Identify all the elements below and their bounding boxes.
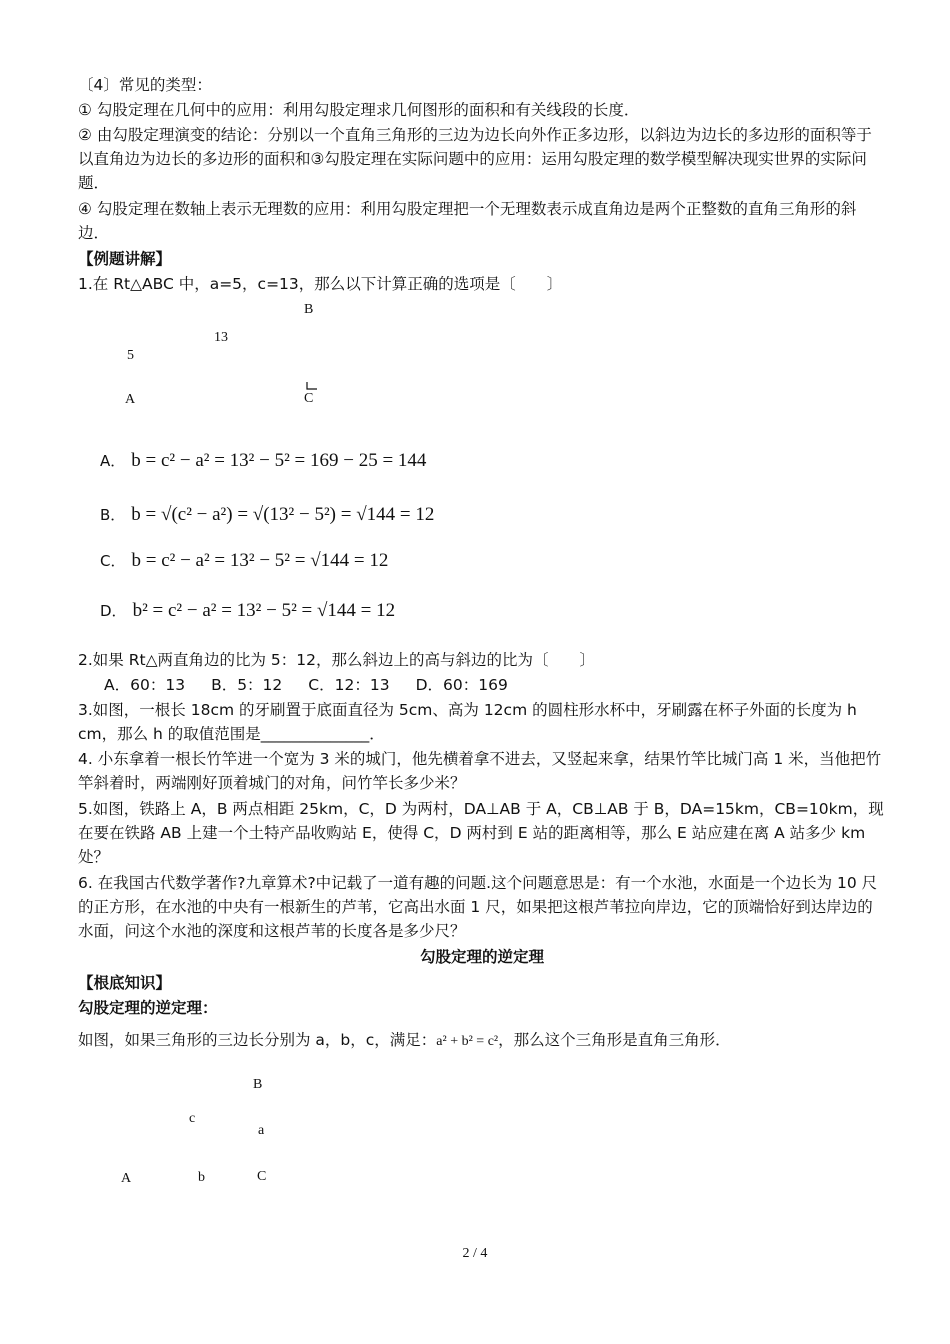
option-a-label: A．: [100, 452, 126, 470]
question-1: 1.在 Rt△ABC 中，a=5，c=13，那么以下计算正确的选项是〔 〕: [78, 275, 563, 293]
option-c-label: C．: [100, 552, 126, 570]
option-b: [100, 504, 434, 526]
option-b-label: B．: [100, 506, 126, 524]
fig2-label-side-c: c: [189, 1111, 196, 1126]
option-c-math: b = c² − a² = 13² − 5² = √144 = 12: [131, 550, 389, 571]
type-item-4: ④ 勾股定理在数轴上表示无理数的应用：利用勾股定理把一个无理数表示成直角边是两个正整数的直角三角形的斜边．: [78, 200, 857, 242]
basics-heading: 【根底知识】: [78, 974, 172, 992]
statement-suffix: ，那么这个三角形是直角三角形．: [498, 1031, 731, 1049]
type-item-2-3: ② 由勾股定理演变的结论：分别以一个直角三角形的三边为边长向外作正多边形，以斜边为边长的多边形的面积等于以直角边为边长的多边形的面积和③勾股定理在实际问题中的应用：运用勾股定理的数学模型解决现实世界的实际问题．: [78, 126, 872, 192]
statement-prefix: 如图，如果三角形的三边长分别为 a，b，c，满足：: [78, 1031, 437, 1049]
question-6: 6. 在我国古代数学著作?九章算术?中记载了一道有趣的问题.这个问题意思是：有一个水池，水面是一个边长为 10 尺的正方形，在水池的中央有一根新生的芦苇，它高出水面 1 尺，如果把这根芦苇拉向岸边，它的顶端恰好到达岸边的水面，问这个水池的深度和这根芦苇的长度各是多少尺？: [78, 874, 878, 940]
fig1-label-leg: 5: [127, 348, 134, 363]
q2-choice-a: A．60：13: [104, 676, 186, 694]
examples-heading: 【例题讲解】: [78, 250, 172, 268]
fig2-label-side-a: a: [258, 1123, 265, 1138]
type-item-1: ① 勾股定理在几何中的应用：利用勾股定理求几何图形的面积和有关线段的长度．: [78, 101, 640, 119]
option-b-math: b = √(c² − a²) = √(13² − 5²) = √144 = 12: [131, 504, 435, 525]
question-3: 3.如图，一根长 18cm 的牙刷置于底面直径为 5cm、高为 12cm 的圆柱形水杯中，牙刷露在杯子外面的长度为 h cm，那么 h 的取值范围是______________．: [78, 701, 857, 743]
question-5: 5.如图，铁路上 A，B 两点相距 25km，C，D 为两村，DA⊥AB 于 A，CB⊥AB 于 B，DA=15km，CB=10km，现在要在铁路 AB 上建一个土特产品收购站 E，使得 C，D 两村到 E 站的距离相等，那么 E 站应建在离 A 站多少 km 处？: [78, 800, 884, 866]
option-d-math: b² = c² − a² = 13² − 5² = √144 = 12: [132, 600, 396, 621]
fig1-label-c: C: [304, 391, 314, 406]
option-a-math: b = c² − a² = 13² − 5² = 169 − 25 = 144: [131, 450, 427, 471]
fig1-label-hypotenuse: 13: [214, 330, 228, 345]
page-number: 2 / 4: [462, 1246, 488, 1261]
theorem-formula: a² + b² = c²: [436, 1034, 499, 1049]
fig1-label-b: B: [304, 302, 314, 317]
question-4: 4. 小东拿着一根长竹竿进一个宽为 3 米的城门，他先横着拿不进去，又竖起来拿，结果竹竿比城门高 1 米，当他把竹竿斜着时，两端刚好顶着城门的对角，问竹竿长多少米？: [78, 750, 882, 792]
theorem-statement: [78, 1028, 886, 1054]
option-d-label: D．: [100, 602, 127, 620]
fig2-label-b: B: [253, 1077, 263, 1092]
question-2-choices: [104, 673, 886, 697]
q2-choice-b: B．5：12: [211, 676, 283, 694]
theorem-heading: 勾股定理的逆定理：: [78, 999, 218, 1017]
option-d: [100, 600, 395, 622]
q2-choice-d: D．60：169: [415, 676, 508, 694]
question-2: 2.如果 Rt△两直角边的比为 5：12，那么斜边上的高与斜边的比为〔 〕: [78, 651, 595, 669]
option-a: [100, 450, 426, 472]
option-c: [100, 550, 388, 572]
q2-choice-c: C．12：13: [308, 676, 390, 694]
fig2-label-c: C: [257, 1169, 267, 1184]
fig1-label-a: A: [125, 392, 136, 407]
fig2-label-a: A: [121, 1171, 132, 1186]
fig2-label-side-b: b: [198, 1170, 205, 1185]
section-heading: 〔4〕常见的类型：: [78, 76, 212, 94]
section-title: 勾股定理的逆定理: [419, 948, 544, 966]
